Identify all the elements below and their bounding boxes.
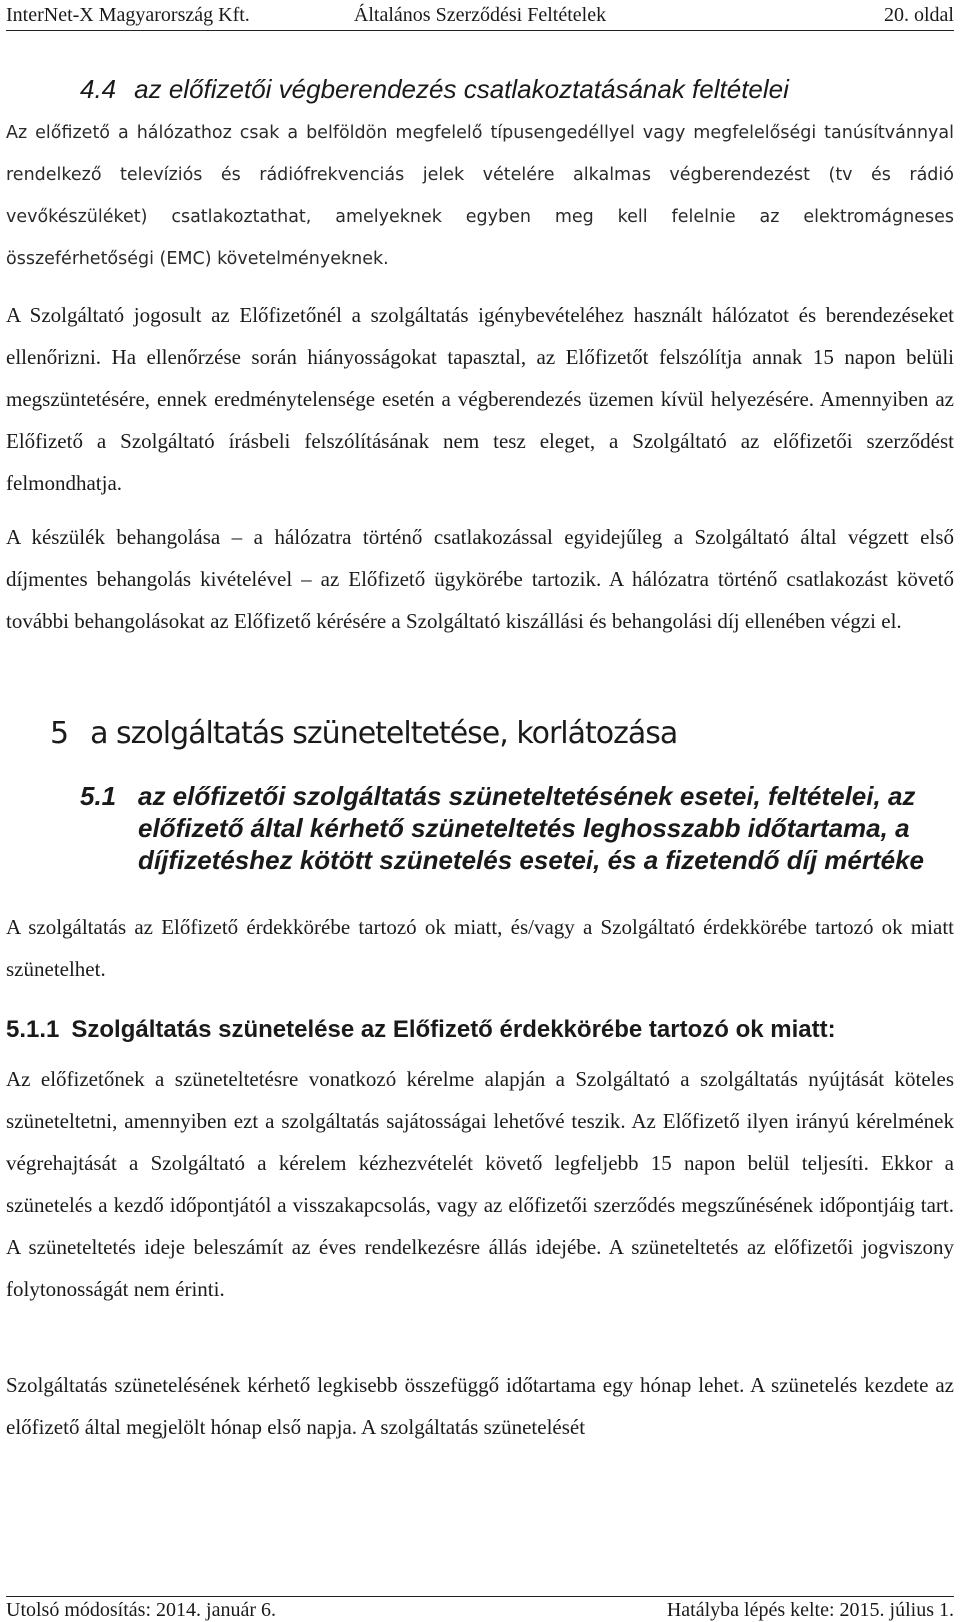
header-page-number: 20. oldal xyxy=(884,4,954,26)
section-number: 4.4 xyxy=(80,74,117,104)
section-5-1-heading xyxy=(80,780,950,876)
section-title: Szolgáltatás szünetelése az Előfizető érdekkörébe tartozó ok miatt: xyxy=(71,1016,836,1043)
header-doc-title: Általános Szerződési Feltételek xyxy=(353,4,607,26)
page-header xyxy=(6,4,954,31)
section-4-4-paragraph-3: A készülék behangolása – a hálózatra történő csatlakozással egyidejűleg a Szolgáltató által végzett első díjmentes behangolás kivételével – az Előfizető ügykörébe tartozik. A hálózatra történő csatlakozást követő további behangolásokat az Előfizető kérésére a Szolgáltató kiszállási és behangolási díj ellenében végzi el. xyxy=(6,525,954,633)
section-5-1-1-paragraph-1: Az előfizetőnek a szüneteltetésre vonatkozó kérelme alapján a Szolgáltató a szolgáltatás nyújtását köteles szüneteltetni, amennyiben ezt a szolgáltatás sajátosságai lehetővé teszik. Az Előfizető ilyen irányú kérelmének végrehajtását a Szolgáltató a kérelem kézhezvételét követő legfeljebb 15 napon belül teljesíti. Ekkor a szünetelés a kezdő időpontjától a visszakapcsolás, vagy az előfizetői szerződés megszűnésének időpontjáig tart. A szüneteltetés ideje beleszámít az éves rendelkezésre állás idejébe. A szüneteltetés az előfizetői jogviszony folytonosságát nem érinti. xyxy=(6,1067,954,1301)
section-title: az előfizetői végberendezés csatlakoztatásának feltételei xyxy=(134,74,789,104)
page-footer xyxy=(6,1596,954,1621)
section-number: 5.1.1 xyxy=(6,1016,60,1043)
section-4-4-paragraph-1: Az előfizető a hálózathoz csak a belföldön megfelelő típusengedéllyel vagy megfelelőségi tanúsítvánnyal rendelkező televíziós és rádiófrekvenciás jelek vételére alkalmas végberendezést (tv és rádió vevőkészüléket) csatlakoztathat, amelyeknek egyben meg kell felelnie az elektromágneses összeférhetőségi (EMC) követelményeknek. xyxy=(6,123,954,269)
section-4-4-heading xyxy=(80,74,789,105)
header-company: InterNet-X Magyarország Kft. xyxy=(6,4,250,26)
section-5-heading xyxy=(50,716,677,751)
section-5-1-1-paragraph-2: Szolgáltatás szünetelésének kérhető legkisebb összefüggő időtartama egy hónap lehet. A szünetelés kezdete az előfizető által megjelölt hónap első napja. A szolgáltatás szünetelését xyxy=(6,1373,954,1439)
footer-last-modified: Utolsó módosítás: 2014. január 6. xyxy=(6,1599,276,1621)
section-title: az előfizetői szolgáltatás szüneteltetésének esetei, feltételei, az előfizető által kérhető szüneteltetés leghosszabb időtartama, a díjfizetéshez kötött szünetelés esetei, és a fizetendő díj mértéke xyxy=(138,781,925,875)
section-number: 5.1 xyxy=(80,781,117,811)
section-5-1-paragraph-1: A szolgáltatás az Előfizető érdekkörébe tartozó ok miatt, és/vagy a Szolgáltató érdekkörébe tartozó ok miatt szünetelhet. xyxy=(6,915,954,981)
section-4-4-paragraph-2: A Szolgáltató jogosult az Előfizetőnél a szolgáltatás igénybevételéhez használt hálózatot és berendezéseket ellenőrizni. Ha ellenőrzése során hiányosságokat tapasztal, az Előfizetőt felszólítja annak 15 napon belüli megszüntetésére, ennek eredménytelensége esetén a végberendezés üzemen kívül helyezésére. Amennyiben az Előfizető a Szolgáltató írásbeli felszólításának nem tesz eleget, a Szolgáltató az előfizetői szerződést felmondhatja. xyxy=(6,303,954,495)
footer-effective-date: Hatályba lépés kelte: 2015. július 1. xyxy=(666,1599,954,1621)
section-number: 5 xyxy=(50,716,69,751)
section-5-1-1-heading xyxy=(6,1016,836,1044)
section-title: a szolgáltatás szüneteltetése, korlátozása xyxy=(90,716,678,751)
